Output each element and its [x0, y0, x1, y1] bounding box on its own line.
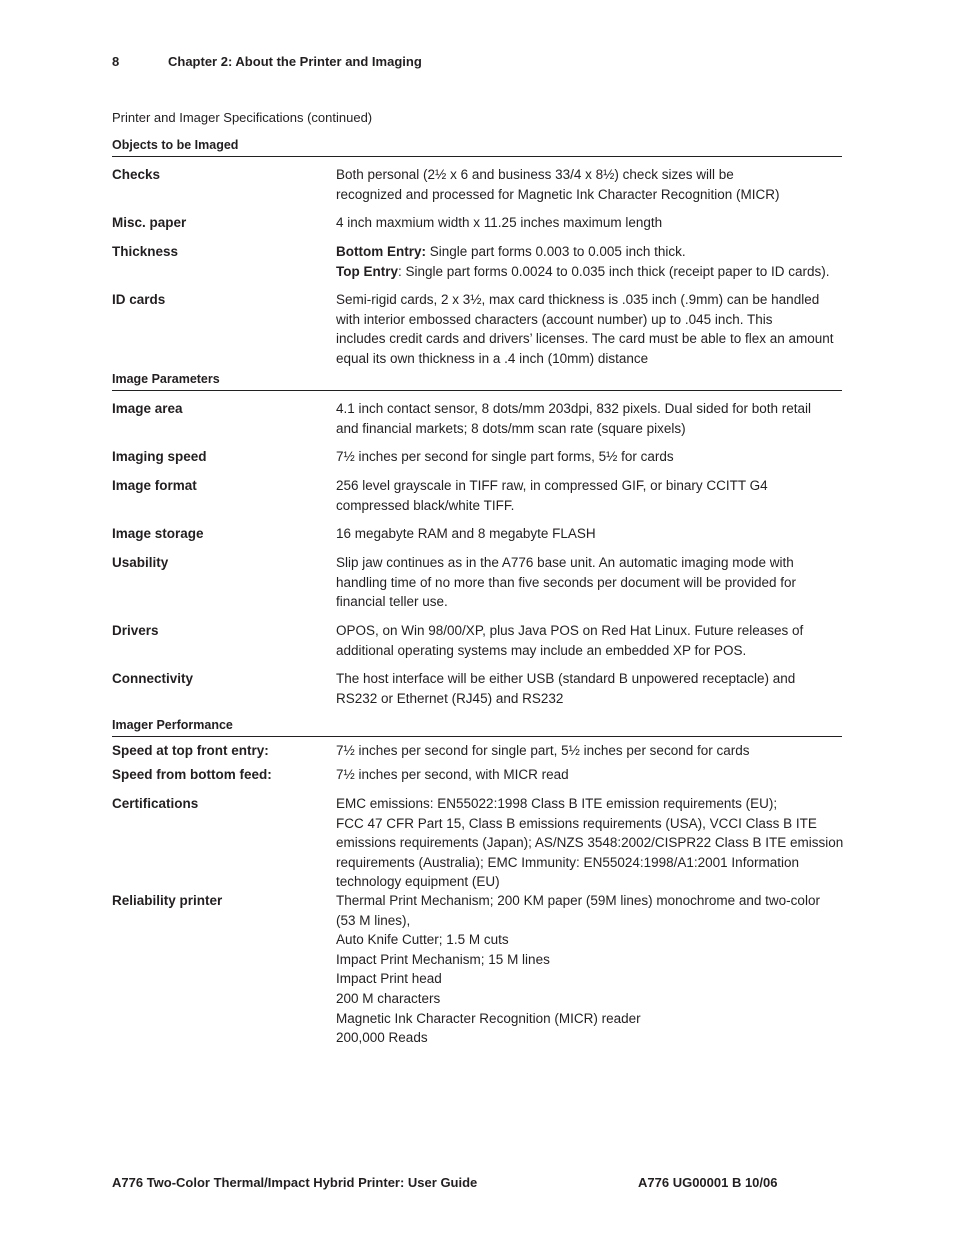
spec-line: requirements (Australia); EMC Immunity: EN55024:1998/A1:2001 Information [336, 854, 799, 870]
spec-term: Image format [112, 478, 197, 493]
spec-line: Auto Knife Cutter; 1.5 M cuts [336, 932, 509, 948]
spec-value [336, 891, 846, 1048]
spec-value [336, 524, 846, 544]
spec-value [336, 165, 846, 204]
spec-value [336, 447, 846, 467]
page-number: 8 [112, 54, 120, 69]
spec-line: 200,000 Reads [336, 1030, 428, 1046]
spec-line: 4 inch maxmium width x 11.25 inches maximum length [336, 215, 663, 230]
spec-line: RS232 or Ethernet (RJ45) and RS232 [336, 690, 564, 706]
section-title-objects: Objects to be Imaged [112, 138, 239, 152]
table-caption: Printer and Imager Specifications (continued) [112, 110, 373, 125]
footer-title: A776 Two-Color Thermal/Impact Hybrid Printer: User Guide [112, 1175, 478, 1190]
footer-doc-number: A776 UG00001 B 10/06 [638, 1175, 778, 1190]
spec-value [336, 290, 846, 368]
section-divider [112, 156, 842, 157]
spec-term: Reliability printer [112, 893, 223, 908]
spec-line: additional operating systems may include an embedded XP for POS. [336, 642, 747, 658]
spec-line: equal its own thickness in a .4 inch (10mm) distance [336, 350, 649, 366]
spec-line: EMC emissions: EN55022:1998 Class B ITE emission requirements (EU); [336, 796, 778, 811]
spec-line: compressed black/white TIFF. [336, 497, 515, 513]
spec-term: Checks [112, 167, 161, 182]
spec-term: Drivers [112, 623, 159, 638]
spec-line: Semi-rigid cards, 2 x 3½, max card thickness is .035 inch (.9mm) can be handled [336, 292, 820, 307]
spec-value [336, 553, 846, 612]
section-title-imager-performance: Imager Performance [112, 718, 233, 732]
spec-term: Certifications [112, 796, 199, 811]
spec-line: FCC 47 CFR Part 15, Class B emissions requirements (USA), VCCI Class B ITE [336, 815, 817, 831]
spec-term: Imaging speed [112, 449, 207, 464]
spec-term: Image storage [112, 526, 204, 541]
spec-value [336, 242, 846, 281]
spec-line: (53 M lines), [336, 912, 411, 928]
spec-line: Magnetic Ink Character Recognition (MICR) reader [336, 1010, 641, 1026]
spec-line: 7½ inches per second for single part forms, 5½ for cards [336, 449, 674, 464]
spec-value [336, 476, 846, 515]
spec-line: 7½ inches per second for single part, 5½ inches per second for cards [336, 743, 750, 758]
bottom-entry-label: Bottom Entry: [336, 244, 426, 259]
section-divider [112, 736, 842, 737]
spec-line: 16 megabyte RAM and 8 megabyte FLASH [336, 526, 596, 541]
page-header [112, 54, 422, 69]
spec-value [336, 765, 846, 785]
spec-term: Image area [112, 401, 183, 416]
spec-line: 200 M characters [336, 990, 441, 1006]
spec-line: and financial markets; 8 dots/mm scan rate (square pixels) [336, 420, 686, 436]
spec-line: Both personal (2½ x 6 and business 33/4 x 8½) check sizes will be [336, 167, 734, 182]
spec-line: with interior embossed characters (account number) up to .045 inch. This [336, 311, 773, 327]
spec-line [336, 242, 846, 262]
spec-value [336, 621, 846, 660]
spec-line: handling time of no more than five seconds per document will be provided for [336, 574, 797, 590]
spec-term: Thickness [112, 244, 179, 259]
spec-value [336, 399, 846, 438]
spec-line: emissions requirements (Japan); AS/NZS 3548:2002/CISPR22 Class B ITE emission [336, 835, 844, 851]
top-entry-label: Top Entry [336, 263, 398, 279]
spec-term: Speed at top front entry: [112, 743, 269, 758]
spec-line: Thermal Print Mechanism; 200 KM paper (59M lines) monochrome and two-color [336, 893, 820, 908]
section-title-image-parameters: Image Parameters [112, 372, 220, 386]
spec-line: OPOS, on Win 98/00/XP, plus Java POS on Red Hat Linux. Future releases of [336, 623, 804, 638]
spec-line: Slip jaw continues as in the A776 base unit. An automatic imaging mode with [336, 555, 794, 570]
spec-line: 256 level grayscale in TIFF raw, in compressed GIF, or binary CCITT G4 [336, 478, 768, 493]
spec-value [336, 794, 846, 892]
spec-term: Usability [112, 555, 169, 570]
spec-line: 4.1 inch contact sensor, 8 dots/mm 203dpi, 832 pixels. Dual sided for both retail [336, 401, 812, 416]
spec-line: 7½ inches per second, with MICR read [336, 767, 569, 782]
spec-term: Connectivity [112, 671, 194, 686]
spec-value [336, 213, 846, 233]
chapter-title: Chapter 2: About the Printer and Imaging [168, 54, 422, 69]
spec-value [336, 741, 846, 761]
section-divider [112, 390, 842, 391]
bottom-entry-text: Single part forms 0.003 to 0.005 inch thick. [426, 244, 686, 259]
spec-line: Impact Print head [336, 971, 442, 987]
spec-line [336, 262, 846, 282]
spec-line: technology equipment (EU) [336, 874, 500, 890]
spec-line: recognized and processed for Magnetic Ink Character Recognition (MICR) [336, 186, 780, 202]
spec-value [336, 669, 846, 708]
spec-line: Impact Print Mechanism; 15 M lines [336, 951, 550, 967]
spec-term: ID cards [112, 292, 166, 307]
top-entry-text: : Single part forms 0.0024 to 0.035 inch thick (receipt paper to ID cards). [398, 263, 830, 279]
spec-line: includes credit cards and drivers’ licenses. The card must be able to flex an amount [336, 331, 834, 347]
spec-line: The host interface will be either USB (standard B unpowered receptacle) and [336, 671, 796, 686]
spec-term: Misc. paper [112, 215, 187, 230]
spec-line: financial teller use. [336, 594, 448, 610]
spec-term: Speed from bottom feed: [112, 767, 272, 782]
